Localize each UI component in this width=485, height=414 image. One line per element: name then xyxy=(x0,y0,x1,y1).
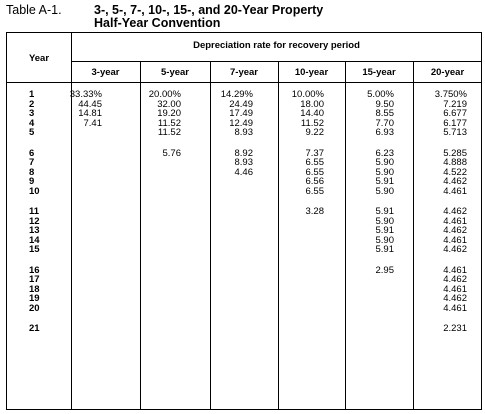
rate-cell: 2.95 xyxy=(375,264,394,276)
year-cell: 18 xyxy=(29,283,40,295)
year-cell: 14 xyxy=(29,234,40,246)
column-header: 15-year xyxy=(362,67,396,78)
rate-cell: 10.00% xyxy=(291,89,324,100)
table-title-line-2: Half-Year Convention xyxy=(94,16,221,30)
rate-cell: 8.55 xyxy=(375,108,394,120)
rate-cell: 4.462 xyxy=(443,244,467,256)
column-divider xyxy=(140,61,141,409)
rate-cell: 12.49 xyxy=(229,117,253,129)
year-cell: 3 xyxy=(29,108,35,120)
rate-cell: 6.677 xyxy=(443,108,467,120)
rate-cell: 44.45 xyxy=(78,98,102,110)
year-cell: 5 xyxy=(29,127,35,139)
rate-cell: 4.888 xyxy=(443,157,467,169)
rate-cell: 3.28 xyxy=(305,206,324,217)
rate-cell: 14.29% xyxy=(220,89,253,100)
table-number-label: Table A-1. xyxy=(6,3,62,17)
rate-cell: 6.55 xyxy=(305,157,324,169)
rate-cell: 4.462 xyxy=(443,293,467,305)
rate-cell: 4.461 xyxy=(443,264,467,276)
year-cell: 1 xyxy=(29,89,35,100)
rate-cell: 11.52 xyxy=(300,117,324,129)
rate-cell: 20.00% xyxy=(148,89,181,100)
rate-cell: 4.461 xyxy=(443,185,467,197)
year-cell: 6 xyxy=(29,147,35,159)
rate-cell: 8.92 xyxy=(234,147,253,159)
year-cell: 17 xyxy=(29,274,40,286)
rate-cell: 4.461 xyxy=(443,283,467,295)
column-divider xyxy=(278,61,279,409)
year-cell: 2 xyxy=(29,98,35,110)
group-header-rule xyxy=(71,61,481,62)
table-title-line-1: 3-, 5-, 7-, 10-, 15-, and 20-Year Property xyxy=(94,3,324,17)
recovery-period-group-header: Depreciation rate for recovery period xyxy=(193,40,360,51)
column-header: 3-year xyxy=(91,67,120,78)
header-bottom-rule xyxy=(7,82,481,83)
year-cell: 10 xyxy=(29,185,40,197)
rate-cell: 5.713 xyxy=(443,127,467,139)
rate-cell: 32.00 xyxy=(157,98,181,110)
rate-cell: 6.177 xyxy=(443,117,467,129)
rate-cell: 11.52 xyxy=(157,117,181,129)
rate-cell: 4.462 xyxy=(443,225,467,237)
rate-cell: 7.37 xyxy=(305,147,324,159)
rate-cell: 8.93 xyxy=(234,127,253,139)
column-header: 20-year xyxy=(430,67,465,78)
rate-cell: 4.461 xyxy=(443,302,467,314)
rate-cell: 5.91 xyxy=(375,206,394,217)
rate-cell: 7.70 xyxy=(375,117,394,129)
rate-cell: 4.461 xyxy=(443,234,467,246)
rate-cell: 5.00% xyxy=(367,89,394,100)
rate-cell: 8.93 xyxy=(234,157,253,169)
year-cell: 20 xyxy=(29,302,40,314)
rate-cell: 19.20 xyxy=(157,108,181,120)
table-title xyxy=(94,4,323,30)
year-column-divider xyxy=(71,33,72,409)
rate-cell: 5.91 xyxy=(375,244,394,256)
rate-cell: 14.40 xyxy=(300,108,324,120)
rate-cell: 14.81 xyxy=(78,108,102,120)
rate-cell: 18.00 xyxy=(300,98,324,110)
column-divider xyxy=(210,61,211,409)
column-header: 5-year xyxy=(161,67,189,78)
table-header xyxy=(6,4,482,30)
rate-cell: 24.49 xyxy=(229,98,253,110)
column-header: 10-year xyxy=(294,67,329,78)
rate-cell: 6.23 xyxy=(375,147,394,159)
rate-cell: 7.41 xyxy=(83,117,102,129)
rate-cell: 3.750% xyxy=(434,89,467,100)
rate-cell: 9.22 xyxy=(305,127,324,139)
rate-cell: 7.219 xyxy=(443,98,467,110)
year-cell: 7 xyxy=(29,157,35,169)
rate-cell: 5.285 xyxy=(443,147,467,159)
rate-cell: 17.49 xyxy=(229,108,253,120)
rate-cell: 5.76 xyxy=(162,147,181,159)
rate-cell: 4.46 xyxy=(234,166,253,178)
year-cell: 21 xyxy=(29,323,40,334)
column-header: 7-year xyxy=(230,67,258,78)
rate-cell: 11.52 xyxy=(157,127,181,139)
rate-cell: 4.522 xyxy=(443,166,467,178)
rate-cell: 6.93 xyxy=(375,127,394,139)
rate-cell: 4.462 xyxy=(443,206,467,217)
rate-cell: 5.90 xyxy=(375,157,394,169)
rate-cell: 6.55 xyxy=(305,185,324,197)
rate-cell: 2.231 xyxy=(443,323,467,334)
rate-cell: 5.90 xyxy=(375,185,394,197)
rate-cell: 9.50 xyxy=(375,98,394,110)
rate-cell: 6.56 xyxy=(305,176,324,188)
column-divider xyxy=(413,61,414,409)
year-cell: 15 xyxy=(29,244,40,256)
rate-cell: 4.462 xyxy=(443,176,467,188)
column-divider xyxy=(345,61,346,409)
year-cell: 11 xyxy=(29,206,40,217)
rate-cell: 5.90 xyxy=(375,166,394,178)
rate-cell: 5.90 xyxy=(375,234,394,246)
rate-cell: 5.90 xyxy=(375,215,394,227)
year-cell: 13 xyxy=(29,225,40,237)
year-cell: 12 xyxy=(29,215,40,227)
rate-cell: 4.461 xyxy=(443,215,467,227)
year-cell: 19 xyxy=(29,293,40,305)
year-cell: 16 xyxy=(29,264,40,276)
year-cell: 4 xyxy=(29,117,35,129)
rate-cell: 4.462 xyxy=(443,274,467,286)
year-column-header: Year xyxy=(28,53,50,64)
rate-cell: 5.91 xyxy=(375,225,394,237)
year-cell: 9 xyxy=(29,176,35,188)
rate-cell: 33.33% xyxy=(69,89,102,100)
rate-cell: 6.55 xyxy=(305,166,324,178)
depreciation-table xyxy=(6,32,482,410)
rate-cell: 5.91 xyxy=(375,176,394,188)
year-cell: 8 xyxy=(29,166,35,178)
